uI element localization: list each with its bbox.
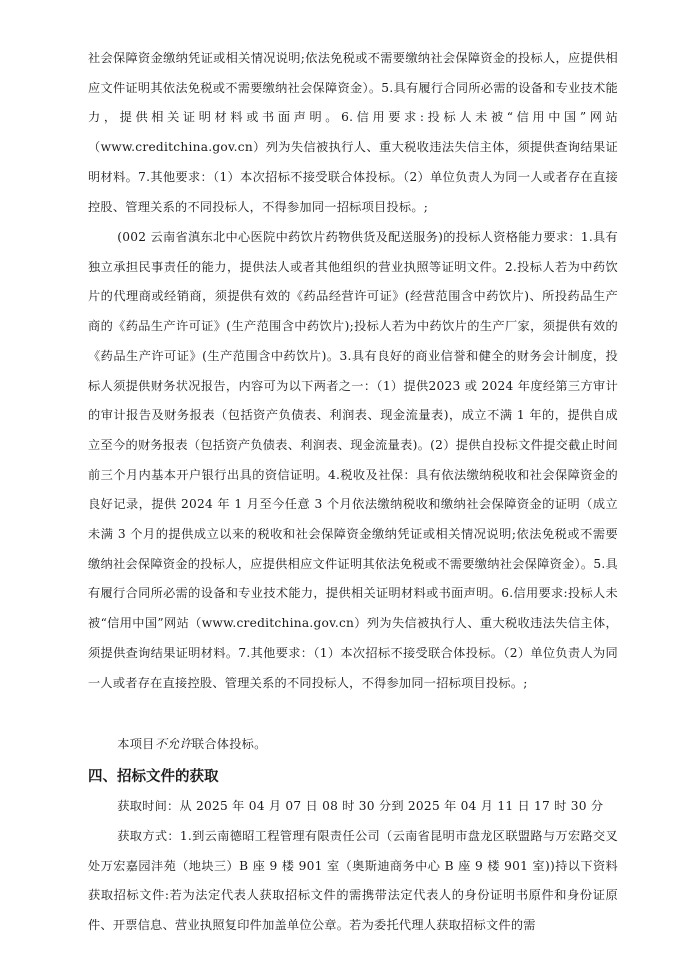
consortium-note-suffix: 联合体投标。	[191, 737, 267, 751]
section-heading-obtain-documents: 四、招标文件的获取	[88, 769, 219, 785]
paragraph-obtain-time	[88, 792, 618, 822]
consortium-note-emphasis: 不允许	[154, 737, 192, 751]
paragraph-continued-requirements: 社会保障资金缴纳凭证或相关情况说明;依法免税或不需要缴纳社会保障资金的投标人，应提供相应文件证明其依法免税或不需要缴纳社会保障资金）。5.具有履行合同所必需的设备和专业技术能力，提供相关证明材料或书面声明。6.信用要求:投标人未被“信用中国”网站（www.creditchina.gov.cn）列为失信被执行人、重大税收违法失信主体，须提供查询结果证明材料。7.其他要求：（1）本次招标不接受联合体投标。（2）单位负责人为同一人或者存在直接控股、管理关系的不同投标人，不得参加同一招标项目投标。;	[88, 51, 618, 214]
obtain-method-label: 获取方式：	[117, 829, 180, 843]
consortium-note-prefix: 本项目	[117, 737, 155, 751]
paragraph-consortium-note	[88, 730, 618, 760]
obtain-time-label: 获取时间：	[117, 799, 180, 813]
obtain-method-value: 1.到云南德昭工程管理有限责任公司（云南省昆明市盘龙区联盟路与万宏路交叉处万宏嘉园沣苑（地块三）B 座 9 楼 901 室（奥斯迪商务中心 B 座 9 楼 901 室))持以下资料获取招标文件:若为法定代表人获取招标文件的需携带法定代表人的身份证明书原件和身份证原件、开票信息、营业执照复印件加盖单位公章。若为委托代理人获取招标文件的需	[88, 829, 618, 933]
paragraph-lot-002-requirements: (002 云南省滇东北中心医院中药饮片药物供货及配送服务)的投标人资格能力要求：1.具有独立承担民事责任的能力，提供法人或者其他组织的营业执照等证明文件。2.投标人若为中药饮片的代理商或经销商，须提供有效的《药品经营许可证》(经营范围含中药饮片)、所投药品生产商的《药品生产许可证》(生产范围含中药饮片);投标人若为中药饮片的生产厂家，须提供有效的《药品生产许可证》(生产范围含中药饮片)。3.具有良好的商业信誉和健全的财务会计制度，投标人须提供财务状况报告，内容可为以下两者之一：（1）提供2023 或 2024 年度经第三方审计的审计报告及财务报表（包括资产负债表、利润表、现金流量表)，成立不满 1 年的，提供自成立至今的财务报表（包括资产负债表、利润表、现金流量表)。(2）提供自投标文件提交截止时间前三个月内基本开户银行出具的资信证明。4.税收及社保：具有依法缴纳税收和社会保障资金的良好记录，提供 2024 年 1 月至今任意 3 个月依法缴纳税收和缴纳社会保障资金的证明（成立未满 3 个月的提供成立以来的税收和社会保障资金缴纳凭证或相关情况说明;依法免税或不需要缴纳社会保障资金的投标人，应提供相应文件证明其依法免税或不需要缴纳社会保障资金）。5.具有履行合同所必需的设备和专业技术能力，提供相关证明材料或书面声明。6.信用要求:投标人未被“信用中国”网站（www.creditchina.gov.cn）列为失信被执行人、重大税收违法失信主体，须提供查询结果证明材料。7.其他要求：（1）本次招标不接受联合体投标。（2）单位负责人为同一人或者存在直接控股、管理关系的不同投标人，不得参加同一招标项目投标。;	[88, 230, 618, 690]
obtain-time-value: 从 2025 年 04 月 07 日 08 时 30 分到 2025 年 04 月 11 日 17 时 30 分	[179, 799, 604, 813]
paragraph-obtain-method	[88, 822, 618, 941]
